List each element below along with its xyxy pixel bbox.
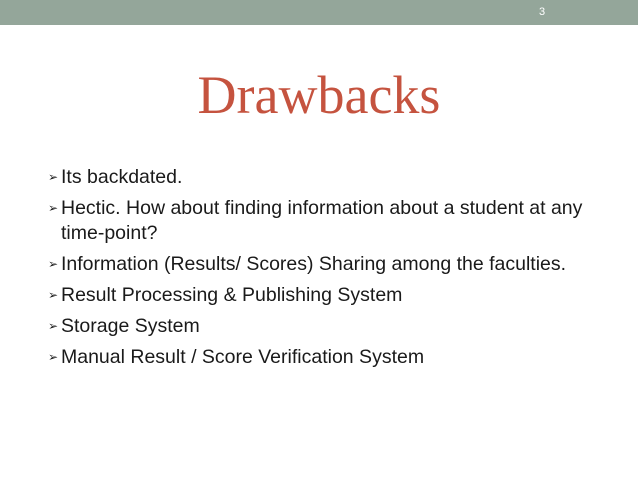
bullet-text: Result Processing & Publishing System — [61, 284, 403, 306]
slide-title: Drawbacks — [197, 65, 441, 125]
arrow-bullet-icon: ➢ — [48, 350, 59, 364]
bullet-item — [48, 345, 608, 370]
bullet-text: Hectic. How about finding information about a student at any time-point? — [61, 197, 583, 244]
bullet-text: Its backdated. — [61, 166, 183, 188]
top-bar — [0, 0, 638, 25]
arrow-bullet-icon: ➢ — [48, 288, 59, 302]
bullet-item — [48, 252, 608, 277]
arrow-bullet-icon: ➢ — [48, 257, 59, 271]
bullet-item — [48, 314, 608, 339]
bullet-item — [48, 165, 608, 190]
arrow-bullet-icon: ➢ — [48, 319, 59, 333]
bullet-text: Information (Results/ Scores) Sharing among the faculties. — [61, 253, 567, 275]
page-number: 3 — [538, 6, 546, 18]
bullet-text: Manual Result / Score Verification System — [61, 346, 425, 368]
arrow-bullet-icon: ➢ — [48, 201, 59, 215]
arrow-bullet-icon: ➢ — [48, 170, 59, 184]
bullet-list — [48, 165, 608, 376]
bullet-item — [48, 196, 608, 246]
bullet-item — [48, 283, 608, 308]
bullet-text: Storage System — [61, 315, 200, 337]
